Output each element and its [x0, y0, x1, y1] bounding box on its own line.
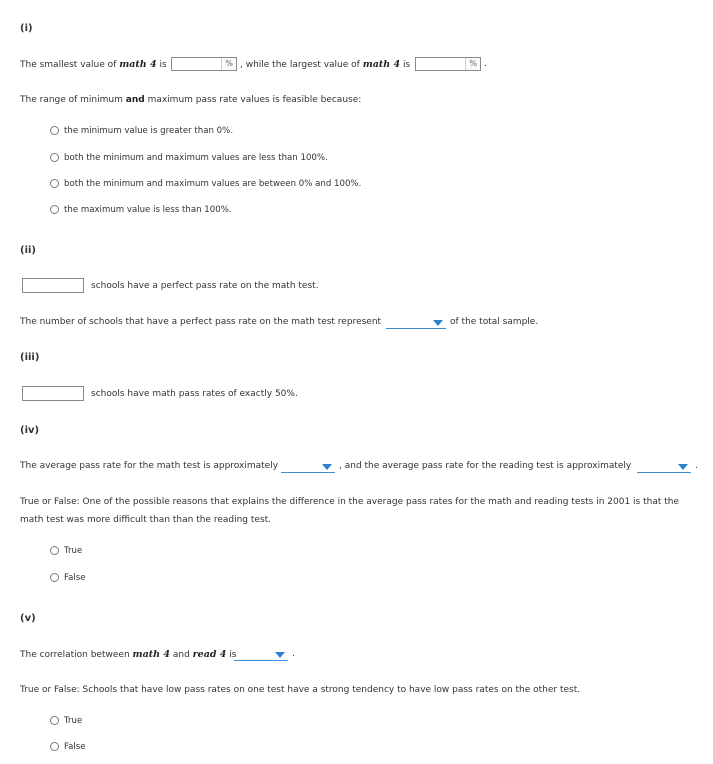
section-label-iii: (iii) — [20, 352, 40, 363]
false-label-v: False — [64, 742, 86, 752]
represent-text-b: of the total sample. — [450, 317, 539, 327]
q1-text-d: is — [403, 60, 411, 70]
var-read4: read 4 — [192, 649, 227, 660]
chevron-down-icon — [678, 464, 688, 470]
corr-period: . — [292, 649, 295, 659]
var-math4: math 4 — [119, 59, 157, 70]
perfect-count-input[interactable] — [22, 278, 84, 293]
represent-text-a: The number of schools that have a perfect pass rate on the math test represent — [20, 317, 382, 327]
read-avg-dropdown[interactable] — [637, 461, 691, 473]
fifty-count-input[interactable] — [22, 386, 84, 401]
radio-option-4[interactable] — [50, 205, 59, 214]
fifty-count-text: schools have math pass rates of exactly 50%. — [91, 389, 298, 399]
var-math4-2: math 4 — [362, 59, 401, 70]
period: . — [484, 59, 487, 69]
max-question-text — [240, 59, 410, 70]
section-label-v: (v) — [20, 613, 36, 624]
avg-text-b: , and the average pass rate for the reading test is approximately — [339, 461, 632, 471]
percent-suffix: % — [221, 58, 236, 70]
q1-text-c: , while the largest value of — [240, 60, 360, 70]
tf-question-iv-line2: math test was more difficult than than the reading test. — [20, 515, 272, 525]
section-label-i: (i) — [20, 23, 33, 34]
var-math4-3: math 4 — [132, 649, 170, 660]
radio-option-3[interactable] — [50, 179, 59, 188]
correlation-question — [20, 649, 237, 660]
tf-question-iv-line1: True or False: One of the possible reasons that explains the difference in the average pass rates for the math and reading tests in 2001 is that the — [20, 497, 679, 507]
max-value-input[interactable] — [415, 57, 481, 71]
corr-text-a: The correlation between — [20, 650, 130, 660]
tf-question-v: True or False: Schools that have low pass rates on one test have a strong tendency to have low pass rates on the other test. — [20, 685, 581, 695]
min-max-question — [20, 59, 167, 70]
q2-text-b: maximum pass rate values is feasible because: — [147, 95, 362, 105]
true-label-iv: True — [64, 546, 83, 556]
false-label-iv: False — [64, 573, 86, 583]
option-3-label: both the minimum and maximum values are between 0% and 100%. — [64, 179, 362, 189]
radio-option-1[interactable] — [50, 126, 59, 135]
chevron-down-icon — [275, 652, 285, 658]
section-label-ii: (ii) — [20, 245, 36, 256]
percent-suffix: % — [465, 58, 480, 70]
represent-dropdown[interactable] — [386, 317, 446, 329]
perfect-count-text: schools have a perfect pass rate on the math test. — [91, 281, 319, 291]
avg-period: . — [695, 461, 698, 471]
option-4-label: the maximum value is less than 100%. — [64, 205, 232, 215]
range-question — [20, 95, 361, 105]
corr-and: and — [172, 650, 190, 660]
q2-and: and — [125, 95, 145, 105]
avg-text-a: The average pass rate for the math test is approximately — [20, 461, 279, 471]
radio-true-v[interactable] — [50, 716, 59, 725]
radio-false-iv[interactable] — [50, 573, 59, 582]
radio-option-2[interactable] — [50, 153, 59, 162]
option-1-label: the minimum value is greater than 0%. — [64, 126, 234, 136]
min-value-input[interactable] — [171, 57, 237, 71]
q1-text-b: is — [159, 60, 167, 70]
q2-text-a: The range of minimum — [20, 95, 123, 105]
corr-text-b: is — [229, 650, 237, 660]
chevron-down-icon — [433, 320, 443, 326]
math-avg-dropdown[interactable] — [281, 461, 335, 473]
radio-false-v[interactable] — [50, 742, 59, 751]
section-label-iv: (iv) — [20, 425, 40, 436]
correlation-dropdown[interactable] — [234, 649, 288, 661]
radio-true-iv[interactable] — [50, 546, 59, 555]
option-2-label: both the minimum and maximum values are less than 100%. — [64, 153, 328, 163]
chevron-down-icon — [322, 464, 332, 470]
q1-text-a: The smallest value of — [20, 60, 117, 70]
true-label-v: True — [64, 716, 83, 726]
